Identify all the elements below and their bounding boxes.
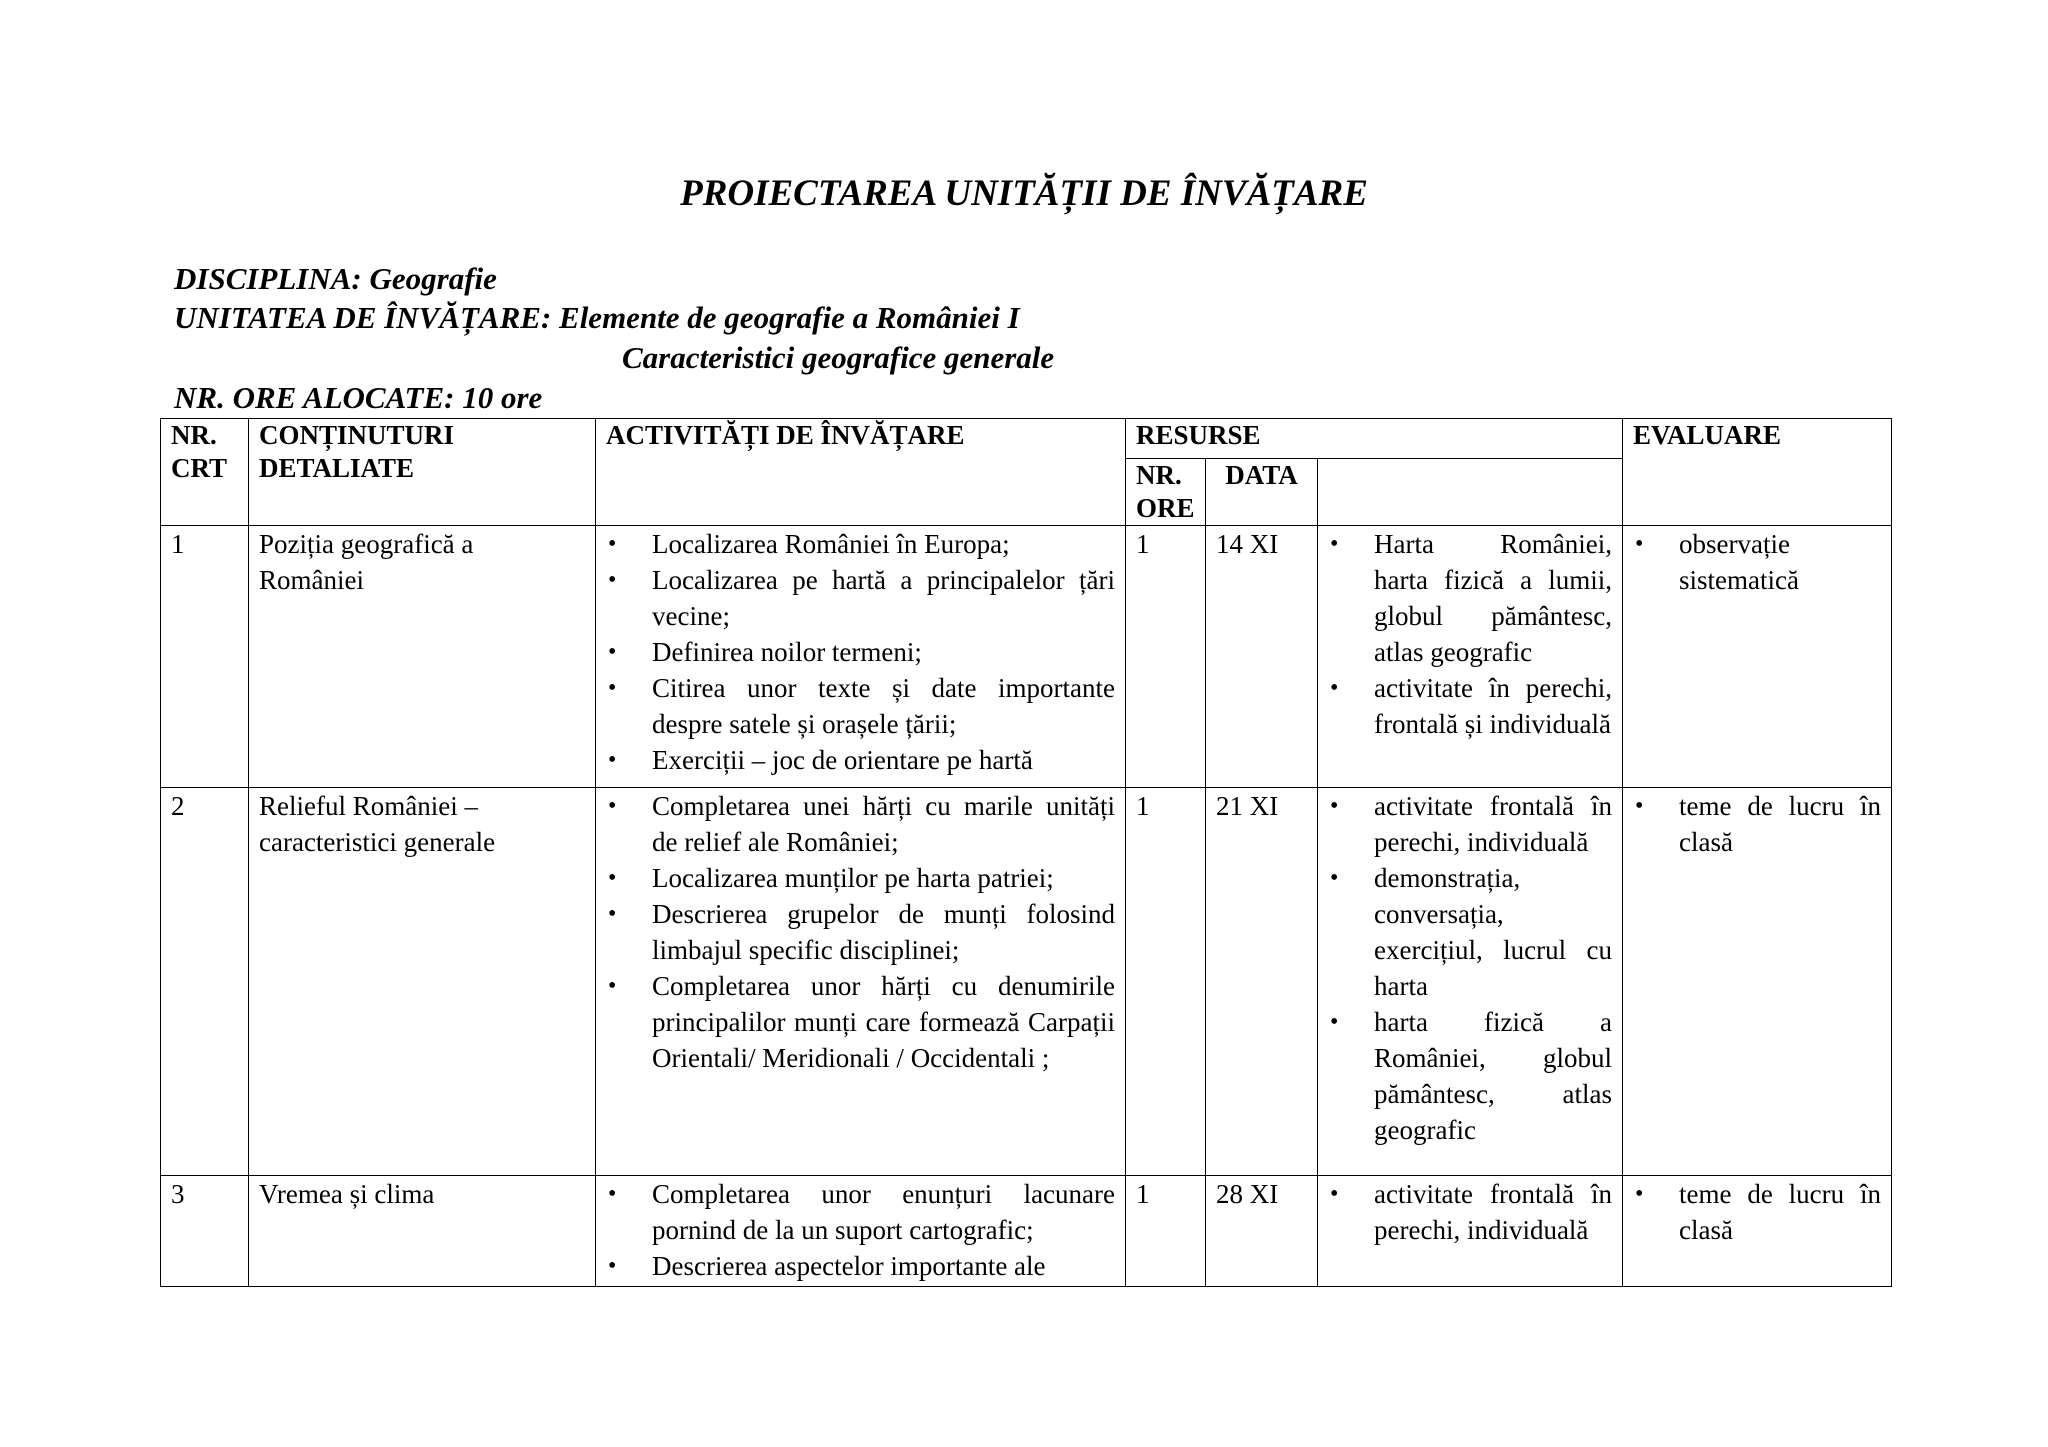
list-item: • observație sistematică [1633, 526, 1881, 598]
page-title: PROIECTAREA UNITĂȚII DE ÎNVĂȚARE [680, 173, 1368, 214]
table-row [161, 526, 1892, 788]
row-hours: 1 [1126, 1176, 1206, 1287]
row-resources [1318, 1176, 1623, 1287]
list-item: • Exerciții – joc de orientare pe hartă [606, 742, 1115, 778]
list-item: • Descrierea aspectelor importante ale [606, 1248, 1115, 1284]
row-evaluation [1623, 1176, 1892, 1287]
row-content: Relieful României – caracteristici generale [249, 788, 596, 1176]
row-content: Vremea și clima [249, 1176, 596, 1287]
row-resources [1318, 788, 1623, 1176]
row-date: 28 XI [1206, 1176, 1318, 1287]
lesson-plan-table [160, 418, 1892, 1287]
list-item: • teme de lucru în clasă [1633, 1176, 1881, 1248]
row-date: 14 XI [1206, 526, 1318, 788]
header-continut: CONȚINUTURI DETALIATE [249, 419, 596, 526]
row-number: 1 [161, 526, 249, 788]
row-hours: 1 [1126, 788, 1206, 1176]
discipline-line: DISCIPLINA: Geografie [174, 261, 497, 296]
list-item: • Localizarea pe hartă a principalelor țări vecine; [606, 562, 1115, 634]
list-item: • Completarea unei hărți cu marile unități de relief ale României; [606, 788, 1115, 860]
list-item: • demonstrația, conversația, exercițiul, lucrul cu harta [1328, 860, 1612, 1004]
row-evaluation [1623, 526, 1892, 788]
row-hours: 1 [1126, 526, 1206, 788]
header-data: DATA [1206, 459, 1318, 526]
unit-subtitle-line: Caracteristici geografice generale [622, 340, 1055, 375]
row-resources [1318, 526, 1623, 788]
list-item: • teme de lucru în clasă [1633, 788, 1881, 860]
header-resurse-detail [1318, 459, 1623, 526]
row-activities [596, 1176, 1126, 1287]
table-row [161, 1176, 1892, 1287]
header-nr-crt: NR. CRT [161, 419, 249, 526]
list-item: • Completarea unor hărți cu denumirile principalilor munți care formează Carpații Orientali/ Meridionali / Occidentali ; [606, 968, 1115, 1076]
row-number: 2 [161, 788, 249, 1176]
row-activities [596, 788, 1126, 1176]
header-evaluare: EVALUARE [1623, 419, 1892, 526]
list-item: • Localizarea României în Europa; [606, 526, 1115, 562]
header-nr-ore: NR. ORE [1126, 459, 1206, 526]
list-item: • Harta României, harta fizică a lumii, globul pământesc, atlas geografic [1328, 526, 1612, 670]
row-date: 21 XI [1206, 788, 1318, 1176]
list-item: • activitate în perechi, frontală și individuală [1328, 670, 1612, 742]
list-item: • harta fizică a României, globul pământesc, atlas geografic [1328, 1004, 1612, 1148]
list-item: • activitate frontală în perechi, individuală [1328, 788, 1612, 860]
header-resurse: RESURSE [1126, 419, 1623, 459]
row-number: 3 [161, 1176, 249, 1287]
list-item: • Descrierea grupelor de munți folosind limbajul specific disciplinei; [606, 896, 1115, 968]
list-item: • Completarea unor enunțuri lacunare pornind de la un suport cartografic; [606, 1176, 1115, 1248]
row-evaluation [1623, 788, 1892, 1176]
row-content: Poziția geografică a României [249, 526, 596, 788]
header-activitati: ACTIVITĂȚI DE ÎNVĂȚARE [596, 419, 1126, 526]
list-item: • Citirea unor texte și date importante despre satele și orașele țării; [606, 670, 1115, 742]
list-item: • Definirea noilor termeni; [606, 634, 1115, 670]
hours-line: NR. ORE ALOCATE: 10 ore [174, 380, 543, 415]
list-item: • activitate frontală în perechi, individuală [1328, 1176, 1612, 1248]
table-row [161, 788, 1892, 1176]
unit-line: UNITATEA DE ÎNVĂȚARE: Elemente de geografie a României I [174, 300, 1020, 335]
row-activities [596, 526, 1126, 788]
list-item: • Localizarea munților pe harta patriei; [606, 860, 1115, 896]
